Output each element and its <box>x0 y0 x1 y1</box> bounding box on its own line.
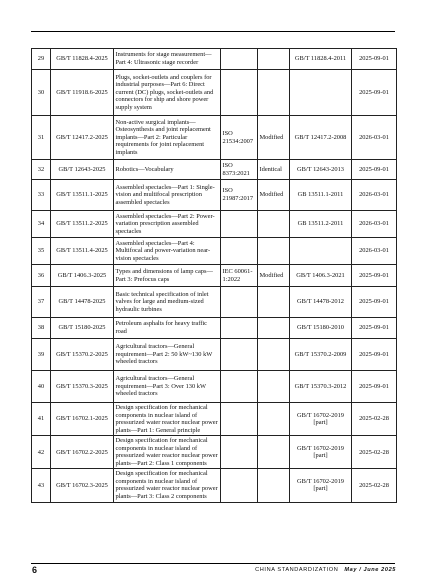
row-number-cell: 39 <box>32 339 51 371</box>
standard-number-cell: GB/T 15370.3-2025 <box>51 371 114 403</box>
standard-title-cell: Design specification for mechanical components in nuclear island of pressurized water reactor nuclear power plants—Part 3: Class 2 components <box>114 469 221 502</box>
adoption-relation-cell <box>258 339 290 371</box>
table-row <box>32 180 397 211</box>
international-standard-cell <box>221 211 258 238</box>
international-standard-cell: ISO 21534:2007 <box>221 116 258 160</box>
standard-number-cell: GB/T 12643-2025 <box>51 160 114 180</box>
standard-title-cell: Types and dimensions of lamp caps—Part 3: Prefocus caps <box>114 265 221 287</box>
standard-title-cell: Non-active surgical implants—Osteosynthesis and joint replacement implants—Part 2: Particular requirements for joint replacement implants <box>114 116 221 160</box>
row-number-cell: 36 <box>32 265 51 287</box>
table-row <box>32 371 397 403</box>
standard-title-cell: Design specification for mechanical components in nuclear island of pressurized water reactor nuclear power plants—Part 2: Class 1 components <box>114 436 221 469</box>
standard-number-cell: GB/T 13511.2-2025 <box>51 211 114 238</box>
adoption-relation-cell: Modified <box>258 116 290 160</box>
standard-number-cell: GB/T 13511.1-2025 <box>51 180 114 211</box>
adoption-relation-cell <box>258 70 290 116</box>
table-row <box>32 70 397 116</box>
row-number-cell: 33 <box>32 180 51 211</box>
header-rule <box>31 31 395 32</box>
replaced-standard-cell: GB/T 14478-2012 <box>290 287 352 318</box>
standard-title-cell: Basic technical specification of inlet valves for large and medium-sized hydraulic turbines <box>114 287 221 318</box>
standard-number-cell: GB/T 16702.2-2025 <box>51 436 114 469</box>
table-row <box>32 287 397 318</box>
standard-title-cell: Design specification for mechanical components in nuclear island of pressurized water reactor nuclear power plants—Part 1: General principle <box>114 403 221 436</box>
standard-title-cell: Assembled spectacles—Part 1: Single-vision and multifocal prescription assembled spectacles <box>114 180 221 211</box>
standard-number-cell: GB/T 16702.3-2025 <box>51 469 114 502</box>
row-number-cell: 29 <box>32 49 51 70</box>
standard-title-cell: Assembled spectacles—Part 2: Power-variation prescription assembled spectacles <box>114 211 221 238</box>
replaced-standard-cell <box>290 238 352 265</box>
international-standard-cell <box>221 469 258 502</box>
table-row <box>32 265 397 287</box>
footer-rule <box>31 563 395 564</box>
replaced-standard-cell: GB 13511.2-2011 <box>290 211 352 238</box>
international-standard-cell <box>221 339 258 371</box>
international-standard-cell <box>221 436 258 469</box>
row-number-cell: 34 <box>32 211 51 238</box>
implementation-date-cell: 2025-02-28 <box>352 469 397 502</box>
replaced-standard-cell: GB 13511.1-2011 <box>290 180 352 211</box>
implementation-date-cell: 2026-03-01 <box>352 116 397 160</box>
international-standard-cell <box>221 403 258 436</box>
international-standard-cell <box>221 49 258 70</box>
international-standard-cell <box>221 371 258 403</box>
row-number-cell: 31 <box>32 116 51 160</box>
replaced-standard-cell <box>290 70 352 116</box>
implementation-date-cell: 2025-09-01 <box>352 160 397 180</box>
footer-publication-line <box>255 567 396 573</box>
standard-title-cell: Agricultural tractors—General requirement—Part 2: 50 kW~130 kW wheeled tractors <box>114 339 221 371</box>
implementation-date-cell: 2025-02-28 <box>352 436 397 469</box>
table-row <box>32 238 397 265</box>
standard-title-cell: Assembled spectacles—Part 4: Multifocal and power-variation near-vision spectacles <box>114 238 221 265</box>
implementation-date-cell: 2025-09-01 <box>352 287 397 318</box>
implementation-date-cell: 2026-03-01 <box>352 211 397 238</box>
standard-number-cell: GB/T 15180-2025 <box>51 318 114 339</box>
implementation-date-cell: 2026-03-01 <box>352 180 397 211</box>
international-standard-cell <box>221 70 258 116</box>
international-standard-cell: ISO 21987:2017 <box>221 180 258 211</box>
implementation-date-cell: 2025-09-01 <box>352 339 397 371</box>
replaced-standard-cell: GB/T 12643-2013 <box>290 160 352 180</box>
table-row <box>32 160 397 180</box>
implementation-date-cell: 2025-09-01 <box>352 70 397 116</box>
replaced-standard-cell: GB/T 16702-2019 [part] <box>290 403 352 436</box>
adoption-relation-cell <box>258 318 290 339</box>
replaced-standard-cell: GB/T 11828.4-2011 <box>290 49 352 70</box>
implementation-date-cell: 2025-09-01 <box>352 318 397 339</box>
adoption-relation-cell <box>258 403 290 436</box>
publication-name: CHINA STANDARDIZATION <box>255 567 339 573</box>
adoption-relation-cell <box>258 238 290 265</box>
implementation-date-cell: 2026-03-01 <box>352 238 397 265</box>
replaced-standard-cell: GB/T 15180-2010 <box>290 318 352 339</box>
table-row <box>32 436 397 469</box>
replaced-standard-cell: GB/T 12417.2-2008 <box>290 116 352 160</box>
standard-number-cell: GB/T 15370.2-2025 <box>51 339 114 371</box>
page-number: 6 <box>32 565 38 575</box>
row-number-cell: 35 <box>32 238 51 265</box>
adoption-relation-cell <box>258 211 290 238</box>
adoption-relation-cell <box>258 287 290 318</box>
standards-table <box>31 48 397 503</box>
implementation-date-cell: 2025-09-01 <box>352 49 397 70</box>
adoption-relation-cell: Identical <box>258 160 290 180</box>
row-number-cell: 43 <box>32 469 51 502</box>
standard-number-cell: GB/T 11918.6-2025 <box>51 70 114 116</box>
table-row <box>32 318 397 339</box>
implementation-date-cell: 2025-09-01 <box>352 265 397 287</box>
standard-title-cell: Petroleum asphalts for heavy traffic road <box>114 318 221 339</box>
standard-title-cell: Instruments for stage measurement—Part 4: Ultrasonic stage recorder <box>114 49 221 70</box>
adoption-relation-cell: Modified <box>258 180 290 211</box>
issue-date: May / June 2025 <box>344 567 396 573</box>
standard-number-cell: GB/T 1406.3-2025 <box>51 265 114 287</box>
replaced-standard-cell: GB/T 15370.2-2009 <box>290 339 352 371</box>
row-number-cell: 38 <box>32 318 51 339</box>
international-standard-cell <box>221 287 258 318</box>
row-number-cell: 37 <box>32 287 51 318</box>
international-standard-cell: IEC 60061-1:2022 <box>221 265 258 287</box>
adoption-relation-cell <box>258 469 290 502</box>
international-standard-cell <box>221 238 258 265</box>
table-row <box>32 403 397 436</box>
table-row <box>32 339 397 371</box>
row-number-cell: 30 <box>32 70 51 116</box>
implementation-date-cell: 2025-02-28 <box>352 403 397 436</box>
standard-title-cell: Agricultural tractors—General requirement—Part 3: Over 130 kW wheeled tractors <box>114 371 221 403</box>
adoption-relation-cell <box>258 49 290 70</box>
adoption-relation-cell <box>258 371 290 403</box>
standard-number-cell: GB/T 14478-2025 <box>51 287 114 318</box>
international-standard-cell <box>221 318 258 339</box>
replaced-standard-cell: GB/T 1406.3-2021 <box>290 265 352 287</box>
replaced-standard-cell: GB/T 15370.3-2012 <box>290 371 352 403</box>
standard-title-cell: Plugs, socket-outlets and couplers for industrial purposes—Part 6: Direct current (DC) plugs, socket-outlets and connectors for ship and shore power supply system <box>114 70 221 116</box>
replaced-standard-cell: GB/T 16702-2019 [part] <box>290 436 352 469</box>
row-number-cell: 32 <box>32 160 51 180</box>
standard-number-cell: GB/T 13511.4-2025 <box>51 238 114 265</box>
adoption-relation-cell: Modified <box>258 265 290 287</box>
table-row <box>32 211 397 238</box>
international-standard-cell: ISO 8373:2021 <box>221 160 258 180</box>
table-row <box>32 469 397 502</box>
row-number-cell: 42 <box>32 436 51 469</box>
table-row <box>32 49 397 70</box>
replaced-standard-cell: GB/T 16702-2019 [part] <box>290 469 352 502</box>
row-number-cell: 40 <box>32 371 51 403</box>
standard-number-cell: GB/T 11828.4-2025 <box>51 49 114 70</box>
table-body <box>32 49 397 503</box>
implementation-date-cell: 2025-09-01 <box>352 371 397 403</box>
standard-title-cell: Robotics—Vocabulary <box>114 160 221 180</box>
table-row <box>32 116 397 160</box>
standard-number-cell: GB/T 12417.2-2025 <box>51 116 114 160</box>
standard-number-cell: GB/T 16702.1-2025 <box>51 403 114 436</box>
adoption-relation-cell <box>258 436 290 469</box>
row-number-cell: 41 <box>32 403 51 436</box>
